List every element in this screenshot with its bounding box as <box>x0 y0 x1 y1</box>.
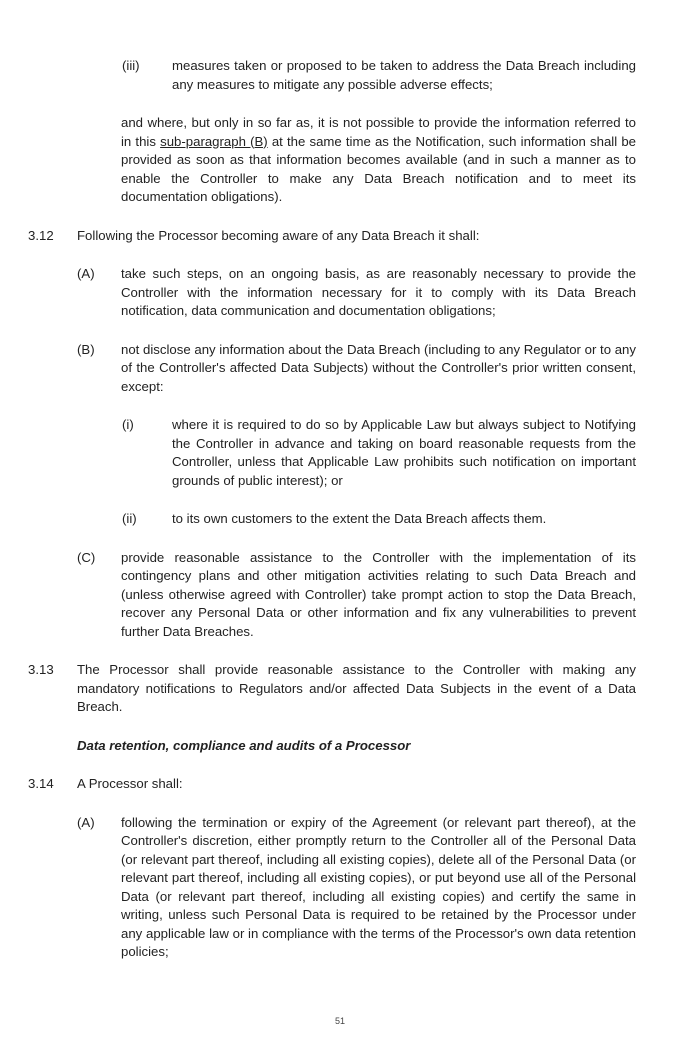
list-item-label: (ii) <box>122 511 137 526</box>
clause-number: 3.13 <box>28 662 54 677</box>
clause-3-12 <box>28 227 680 246</box>
clause-text: The Processor shall provide reasonable assistance to the Controller with making any mandatory notifications to Regulators and/or affected Data Subjects in the event of a Data Breach. <box>77 662 636 714</box>
subclause-3-12-C <box>77 549 680 642</box>
list-item-text: measures taken or proposed to be taken to address the Data Breach including any measures to mitigate any possible adverse effects; <box>172 58 636 92</box>
page-number: 51 <box>334 1016 345 1026</box>
subclause-3-12-B <box>77 341 680 397</box>
list-item-text: where it is required to do so by Applicable Law but always subject to Notifying the Controller in advance and taking on board reasonable requests from the Controller, unless that Applicable Law prohibits such notification on important grounds of public interest); or <box>172 417 636 488</box>
list-item-text: to its own customers to the extent the Data Breach affects them. <box>172 511 547 526</box>
list-item-label: (i) <box>122 417 134 432</box>
list-item-label: (iii) <box>122 58 140 73</box>
section-heading: Data retention, compliance and audits of a Processor <box>77 737 411 753</box>
clause-text: A Processor shall: <box>77 776 183 791</box>
list-item-iii <box>122 57 680 94</box>
subclause-label: (B) <box>77 341 95 357</box>
clause-text: Following the Processor becoming aware of any Data Breach it shall: <box>77 227 480 243</box>
subclause-text: not disclose any information about the Data Breach (including to any Regulator or to any of the Controller's affected Data Subjects) without the Controller's prior written consent, except: <box>121 341 636 394</box>
clause-number: 3.14 <box>28 776 54 791</box>
subclause-label: (C) <box>77 549 96 565</box>
subclause-text: provide reasonable assistance to the Controller with the implementation of its contingency plans and other mitigation activities relating to such Data Breach and (unless otherwise agreed with Controller) take prompt action to stop the Data Breach, recover any Personal Data or other information and fix any vulnerabilities to prevent further Data Breaches. <box>121 549 636 639</box>
subclause-3-14-A <box>77 814 680 962</box>
list-item-ii <box>122 510 680 529</box>
cross-reference-underlined: sub-paragraph (B) <box>160 133 268 149</box>
subclause-3-12-A <box>77 265 680 321</box>
clause-3-14 <box>28 775 680 794</box>
clause-number: 3.12 <box>28 227 54 243</box>
continuation-post: at the same time as the Notification, such information shall be provided as soon as that information becomes available (and in such a manner as to enable the Controller to make any Data Breach notification and to meet its documentation obligations). <box>121 133 636 204</box>
clause-3-13 <box>28 661 680 717</box>
continuation-pre: and where, but only in so far as, it is not possible to provide the information referred to in this <box>121 115 636 149</box>
subclause-text: following the termination or expiry of the Agreement (or relevant part thereof), at the Controller's discretion, either promptly return to the Controller all of the Personal Data (or relevant part thereof, including all existing copies), delete all of the Personal Data (or relevant part thereof, including all existing copies), or put beyond use all of the Personal Data (or relevant part thereof, including all existing copies) and certify the same in writing, unless such Personal Data is required to be retained by the Processor under any applicable law or in compliance with the terms of the Processor's own data retention policies; <box>121 814 636 959</box>
subclause-text: take such steps, on an ongoing basis, as are reasonably necessary to provide the Controller with the information necessary for it to comply with its Data Breach notification, data communication and documentation obligations; <box>121 266 636 318</box>
subclause-label: (A) <box>77 266 95 281</box>
list-item-i <box>122 416 680 490</box>
subclause-label: (A) <box>77 814 95 830</box>
continuation-paragraph <box>121 114 636 207</box>
